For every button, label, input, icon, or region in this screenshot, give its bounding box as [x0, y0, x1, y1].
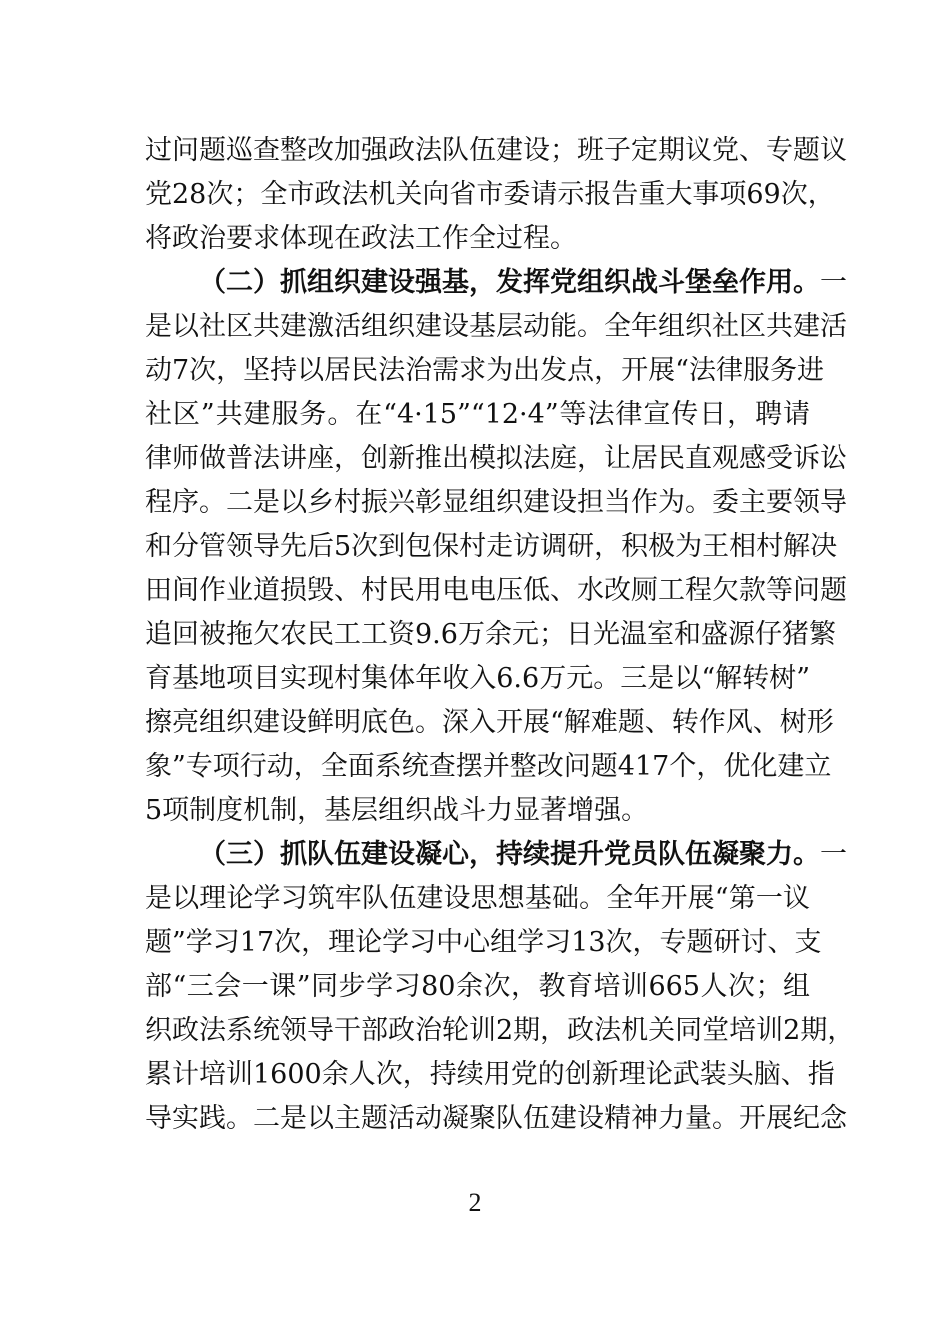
body-line: 党28次；全市政法机关向省市委请示报告重大事项69次， — [145, 179, 835, 210]
body-line: 擦亮组织建设鲜明底色。深入开展“解难题、转作风、树形 — [145, 707, 834, 738]
page-number: 2 — [468, 1188, 482, 1217]
body-line: 程序。二是以乡村振兴彰显组织建设担当作为。委主要领导 — [145, 487, 847, 518]
body-line: 律师做普法讲座，创新推出模拟法庭，让居民直观感受诉讼 — [145, 443, 847, 474]
body-line: 累计培训1600余人次，持续用党的创新理论武装头脑、指 — [145, 1059, 835, 1090]
body-line: 社区”共建服务。在“4·15”“12·4”等法律宣传日，聘请 — [145, 399, 810, 430]
body-line: 织政法系统领导干部政治轮训2期，政法机关同堂培训2期， — [145, 1015, 855, 1046]
section-heading: （三）抓队伍建设凝心，持续提升党员队伍凝聚力。 — [199, 839, 820, 870]
body-line: 和分管领导先后5次到包保村走访调研，积极为王相村解决 — [145, 531, 838, 562]
section-heading: （二）抓组织建设强基，发挥党组织战斗堡垒作用。 — [199, 267, 820, 298]
body-line: 5项制度机制，基层组织战斗力显著增强。 — [145, 795, 649, 826]
body-line: 育基地项目实现村集体年收入6.6万元。三是以“解转树” — [145, 663, 810, 694]
body-line: 象”专项行动，全面系统查摆并整改问题417个，优化建立 — [145, 751, 832, 782]
section-heading-line — [199, 833, 847, 877]
body-line: 题”学习17次，理论学习中心组学习13次，专题研讨、支 — [145, 927, 822, 958]
body-line: 部“三会一课”同步学习80余次，教育培训665人次；组 — [145, 971, 810, 1002]
body-text: 一 — [820, 839, 847, 870]
body-line: 田间作业道损毁、村民用电电压低、水改厕工程欠款等问题 — [145, 575, 847, 606]
body-line: 是以理论学习筑牢队伍建设思想基础。全年开展“第一议 — [145, 883, 810, 914]
body-line: 将政治要求体现在政法工作全过程。 — [145, 223, 577, 254]
body-text: 一 — [820, 267, 847, 298]
section-heading-line — [199, 261, 847, 305]
body-line: 是以社区共建激活组织建设基层动能。全年组织社区共建活 — [145, 311, 847, 342]
body-line: 过问题巡查整改加强政法队伍建设；班子定期议党、专题议 — [145, 135, 847, 166]
body-line: 追回被拖欠农民工工资9.6万余元；日光温室和盛源仔猪繁 — [145, 619, 836, 650]
body-line: 动7次，坚持以居民法治需求为出发点，开展“法律服务进 — [145, 355, 824, 386]
body-line: 导实践。二是以主题活动凝聚队伍建设精神力量。开展纪念 — [145, 1103, 847, 1134]
